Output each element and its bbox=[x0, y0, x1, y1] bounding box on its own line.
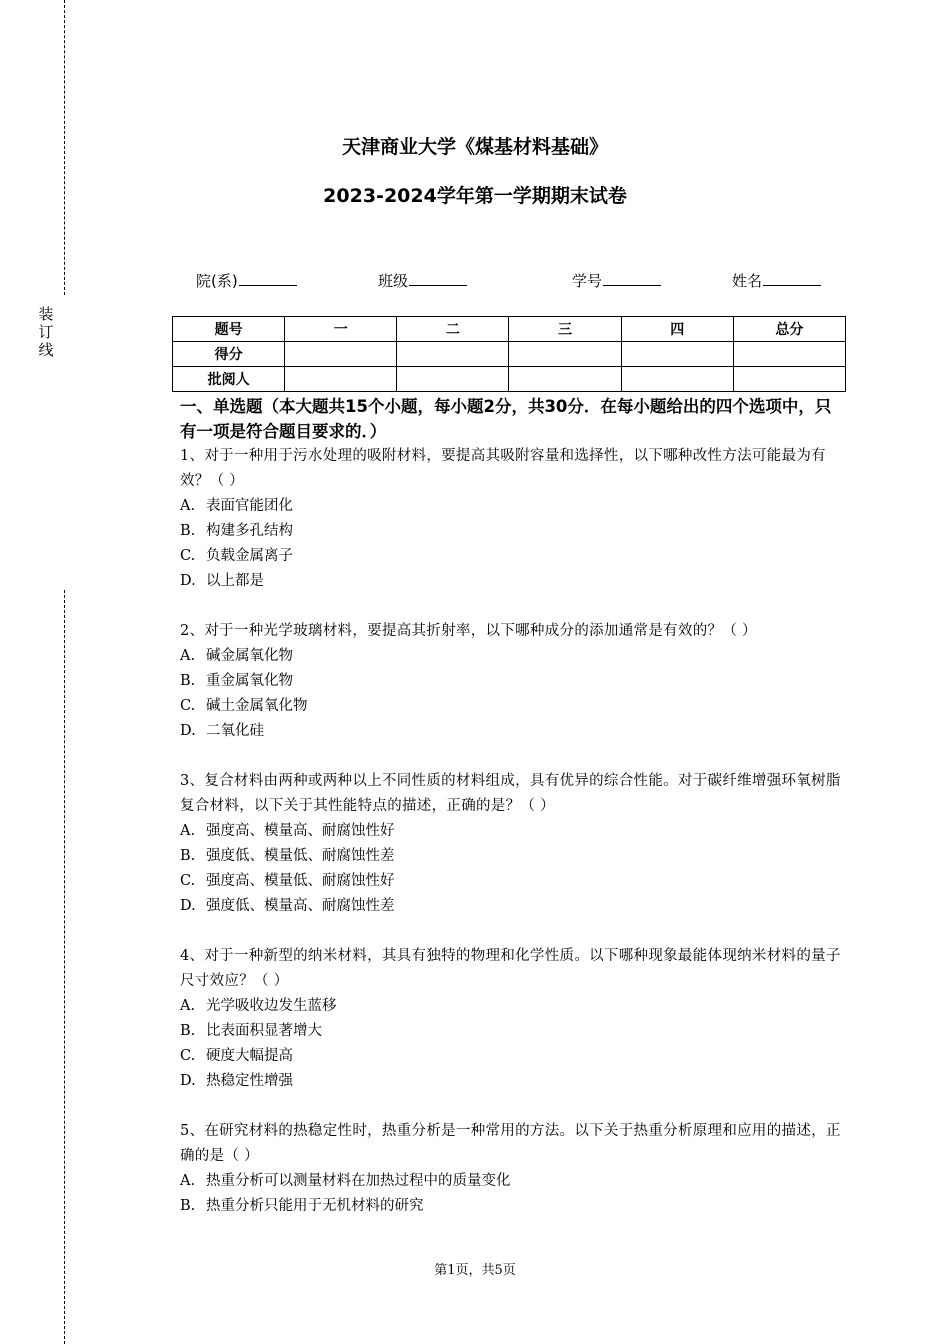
score-table-header-row bbox=[173, 317, 846, 342]
question-stem: 1、对于一种用于污水处理的吸附材料，要提高其吸附容量和选择性，以下哪种改性方法可能最为有效？（ ） bbox=[180, 448, 826, 489]
option-text: 热重分析可以测量材料在加热过程中的质量变化 bbox=[206, 1173, 511, 1189]
option-letter: C. bbox=[180, 1048, 196, 1064]
score-cell[interactable] bbox=[621, 342, 733, 367]
option-b[interactable] bbox=[180, 1019, 845, 1044]
option-c[interactable] bbox=[180, 1044, 845, 1069]
name-label: 姓名 bbox=[732, 272, 763, 290]
option-text: 光学吸收边发生蓝移 bbox=[206, 998, 337, 1014]
name-blank[interactable] bbox=[763, 270, 821, 286]
student-id-field[interactable] bbox=[572, 270, 661, 291]
option-text: 构建多孔结构 bbox=[206, 523, 293, 539]
dept-blank[interactable] bbox=[239, 270, 297, 286]
option-a[interactable] bbox=[180, 994, 845, 1019]
option-text: 强度低、模量低、耐腐蚀性差 bbox=[206, 848, 395, 864]
binding-char: 线 bbox=[38, 341, 54, 359]
option-letter: C. bbox=[180, 698, 196, 714]
binding-char: 装 bbox=[38, 305, 54, 323]
option-letter: A. bbox=[180, 823, 196, 839]
exam-content bbox=[180, 394, 845, 1219]
option-text: 强度高、模量低、耐腐蚀性好 bbox=[206, 873, 395, 889]
option-a[interactable] bbox=[180, 1169, 845, 1194]
score-table-header-cell: 题号 bbox=[173, 317, 285, 342]
option-text: 表面官能团化 bbox=[206, 498, 293, 514]
score-cell[interactable] bbox=[285, 342, 397, 367]
option-text: 强度高、模量高、耐腐蚀性好 bbox=[206, 823, 395, 839]
exam-title-line2: 2023-2024学年第一学期期末试卷 bbox=[323, 185, 627, 207]
class-label: 班级 bbox=[378, 272, 409, 290]
option-letter: A. bbox=[180, 648, 196, 664]
option-letter: B. bbox=[180, 1023, 196, 1039]
option-a[interactable] bbox=[180, 819, 845, 844]
option-d[interactable] bbox=[180, 569, 845, 594]
name-field[interactable] bbox=[732, 270, 821, 291]
option-c[interactable] bbox=[180, 694, 845, 719]
score-table-header-cell: 二 bbox=[397, 317, 509, 342]
option-letter: D. bbox=[180, 723, 196, 739]
option-letter: A. bbox=[180, 998, 196, 1014]
option-letter: D. bbox=[180, 898, 196, 914]
option-text: 强度低、模量高、耐腐蚀性差 bbox=[206, 898, 395, 914]
dept-label: 院(系) bbox=[196, 272, 238, 290]
option-letter: B. bbox=[180, 673, 196, 689]
option-text: 碱土金属氧化物 bbox=[206, 698, 308, 714]
option-a[interactable] bbox=[180, 644, 845, 669]
exam-title-line1: 天津商业大学《煤基材料基础》 bbox=[341, 136, 608, 158]
score-table-row bbox=[173, 367, 846, 392]
class-blank[interactable] bbox=[409, 270, 467, 286]
option-letter: A. bbox=[180, 498, 196, 514]
option-d[interactable] bbox=[180, 1069, 845, 1094]
option-text: 碱金属氧化物 bbox=[206, 648, 293, 664]
score-table-row bbox=[173, 342, 846, 367]
option-text: 热稳定性增强 bbox=[206, 1073, 293, 1089]
student-id-label: 学号 bbox=[572, 272, 603, 290]
option-b[interactable] bbox=[180, 1194, 845, 1219]
option-text: 比表面积显著增大 bbox=[206, 1023, 322, 1039]
score-table-header-cell: 总分 bbox=[733, 317, 845, 342]
score-table bbox=[172, 316, 846, 392]
question-5 bbox=[180, 1119, 845, 1219]
option-text: 以上都是 bbox=[206, 573, 264, 589]
dept-field[interactable] bbox=[196, 270, 297, 291]
score-row-label: 得分 bbox=[173, 342, 285, 367]
grader-cell[interactable] bbox=[621, 367, 733, 392]
option-letter: B. bbox=[180, 523, 196, 539]
question-1 bbox=[180, 444, 845, 594]
option-text: 二氧化硅 bbox=[206, 723, 264, 739]
option-c[interactable] bbox=[180, 544, 845, 569]
option-letter: C. bbox=[180, 548, 196, 564]
student-info-row bbox=[0, 270, 950, 292]
binding-char: 订 bbox=[38, 323, 54, 341]
option-a[interactable] bbox=[180, 494, 845, 519]
question-stem: 5、在研究材料的热稳定性时，热重分析是一种常用的方法。以下关于热重分析原理和应用的描述，正确的是（ ） bbox=[180, 1123, 841, 1164]
score-table-header-cell: 四 bbox=[621, 317, 733, 342]
option-letter: D. bbox=[180, 573, 196, 589]
grader-row-label: 批阅人 bbox=[173, 367, 285, 392]
option-letter: A. bbox=[180, 1173, 196, 1189]
class-field[interactable] bbox=[378, 270, 467, 291]
option-d[interactable] bbox=[180, 894, 845, 919]
option-text: 重金属氧化物 bbox=[206, 673, 293, 689]
binding-dashed-line-bottom bbox=[64, 590, 65, 1344]
score-cell[interactable] bbox=[397, 342, 509, 367]
score-cell[interactable] bbox=[509, 342, 621, 367]
binding-label bbox=[38, 305, 54, 359]
score-table-header-cell: 三 bbox=[509, 317, 621, 342]
option-b[interactable] bbox=[180, 519, 845, 544]
grader-cell[interactable] bbox=[397, 367, 509, 392]
score-cell[interactable] bbox=[733, 342, 845, 367]
option-b[interactable] bbox=[180, 669, 845, 694]
option-letter: C. bbox=[180, 873, 196, 889]
student-id-blank[interactable] bbox=[603, 270, 661, 286]
option-c[interactable] bbox=[180, 869, 845, 894]
question-stem: 2、对于一种光学玻璃材料，要提高其折射率，以下哪种成分的添加通常是有效的？（ ） bbox=[180, 623, 757, 639]
option-text: 硬度大幅提高 bbox=[206, 1048, 293, 1064]
option-text: 热重分析只能用于无机材料的研究 bbox=[206, 1198, 424, 1214]
option-letter: D. bbox=[180, 1073, 196, 1089]
option-text: 负载金属离子 bbox=[206, 548, 293, 564]
grader-cell[interactable] bbox=[509, 367, 621, 392]
question-stem: 3、复合材料由两种或两种以上不同性质的材料组成，具有优异的综合性能。对于碳纤维增强环氧树脂复合材料，以下关于其性能特点的描述，正确的是？（ ） bbox=[180, 773, 841, 814]
question-2 bbox=[180, 619, 845, 744]
section-heading: 一、单选题（本大题共15个小题，每小题2分，共30分．在每小题给出的四个选项中，只有一项是符合题目要求的．） bbox=[180, 397, 832, 441]
question-3 bbox=[180, 769, 845, 919]
page-number: 第1页，共5页 bbox=[434, 1263, 516, 1278]
grader-cell[interactable] bbox=[285, 367, 397, 392]
grader-cell[interactable] bbox=[733, 367, 845, 392]
score-table-header-cell: 一 bbox=[285, 317, 397, 342]
option-letter: B. bbox=[180, 1198, 196, 1214]
option-b[interactable] bbox=[180, 844, 845, 869]
question-4 bbox=[180, 944, 845, 1094]
option-d[interactable] bbox=[180, 719, 845, 744]
question-stem: 4、对于一种新型的纳米材料，其具有独特的物理和化学性质。以下哪种现象最能体现纳米材料的量子尺寸效应？（ ） bbox=[180, 948, 841, 989]
option-letter: B. bbox=[180, 848, 196, 864]
